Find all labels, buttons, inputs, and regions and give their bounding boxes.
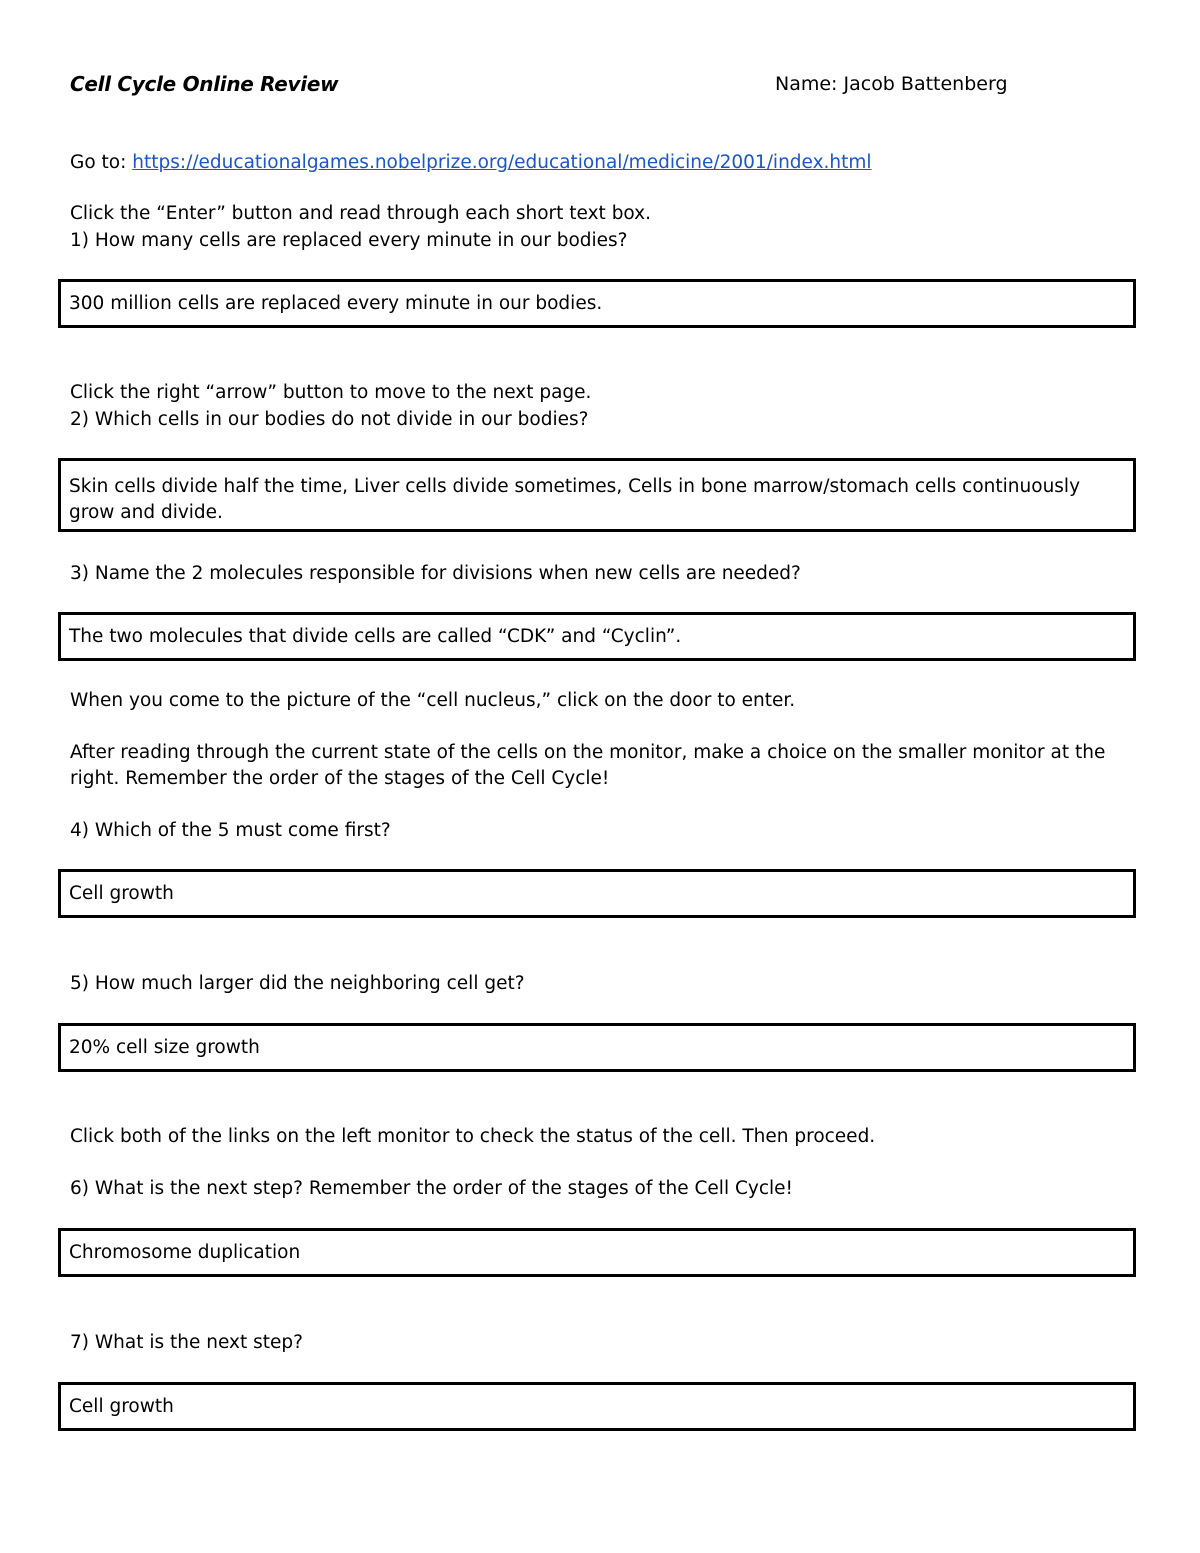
instruction-links: Click both of the links on the left monitor to check the status of the cell. Then proceed. xyxy=(70,1126,876,1147)
answer-3-text: The two molecules that divide cells are called “CDK” and “Cyclin”. xyxy=(69,626,682,647)
question-4: 4) Which of the 5 must come first? xyxy=(70,820,391,841)
answer-4-text: Cell growth xyxy=(69,883,174,904)
instruction-enter: Click the “Enter” button and read through each short text box. xyxy=(70,203,652,224)
answer-box-3[interactable] xyxy=(58,612,1136,661)
document-title: Cell Cycle Online Review xyxy=(70,72,339,96)
answer-box-6[interactable] xyxy=(58,1228,1136,1277)
website-link[interactable]: https://educationalgames.nobelprize.org/educational/medicine/2001/index.html xyxy=(132,152,872,173)
question-3: 3) Name the 2 molecules responsible for divisions when new cells are needed? xyxy=(70,563,801,584)
answer-2-text: Skin cells divide half the time, Liver cells divide sometimes, Cells in bone marrow/stomach cells continuously grow and divide. xyxy=(69,476,1081,523)
question-1: 1) How many cells are replaced every minute in our bodies? xyxy=(70,230,628,251)
student-name: Name: Jacob Battenberg xyxy=(775,73,1008,95)
answer-box-1[interactable] xyxy=(58,279,1136,328)
answer-box-7[interactable] xyxy=(58,1382,1136,1431)
answer-6-text: Chromosome duplication xyxy=(69,1242,301,1263)
instruction-monitor: After reading through the current state of the cells on the monitor, make a choice on the smaller monitor at the right. Remember the order of the stages of the Cell Cycle! xyxy=(70,742,1106,789)
question-5: 5) How much larger did the neighboring cell get? xyxy=(70,973,525,994)
goto-label: Go to: xyxy=(70,152,127,173)
goto-line xyxy=(70,150,872,176)
question-2: 2) Which cells in our bodies do not divide in our bodies? xyxy=(70,409,589,430)
answer-1-text: 300 million cells are replaced every minute in our bodies. xyxy=(69,293,603,314)
answer-box-4[interactable] xyxy=(58,869,1136,918)
answer-box-5[interactable] xyxy=(58,1023,1136,1072)
answer-5-text: 20% cell size growth xyxy=(69,1037,260,1058)
answer-7-text: Cell growth xyxy=(69,1396,174,1417)
question-7: 7) What is the next step? xyxy=(70,1332,303,1353)
answer-box-2[interactable] xyxy=(58,458,1136,532)
instruction-nucleus: When you come to the picture of the “cell nucleus,” click on the door to enter. xyxy=(70,690,796,711)
question-6: 6) What is the next step? Remember the order of the stages of the Cell Cycle! xyxy=(70,1178,793,1199)
instruction-arrow: Click the right “arrow” button to move to the next page. xyxy=(70,382,592,403)
